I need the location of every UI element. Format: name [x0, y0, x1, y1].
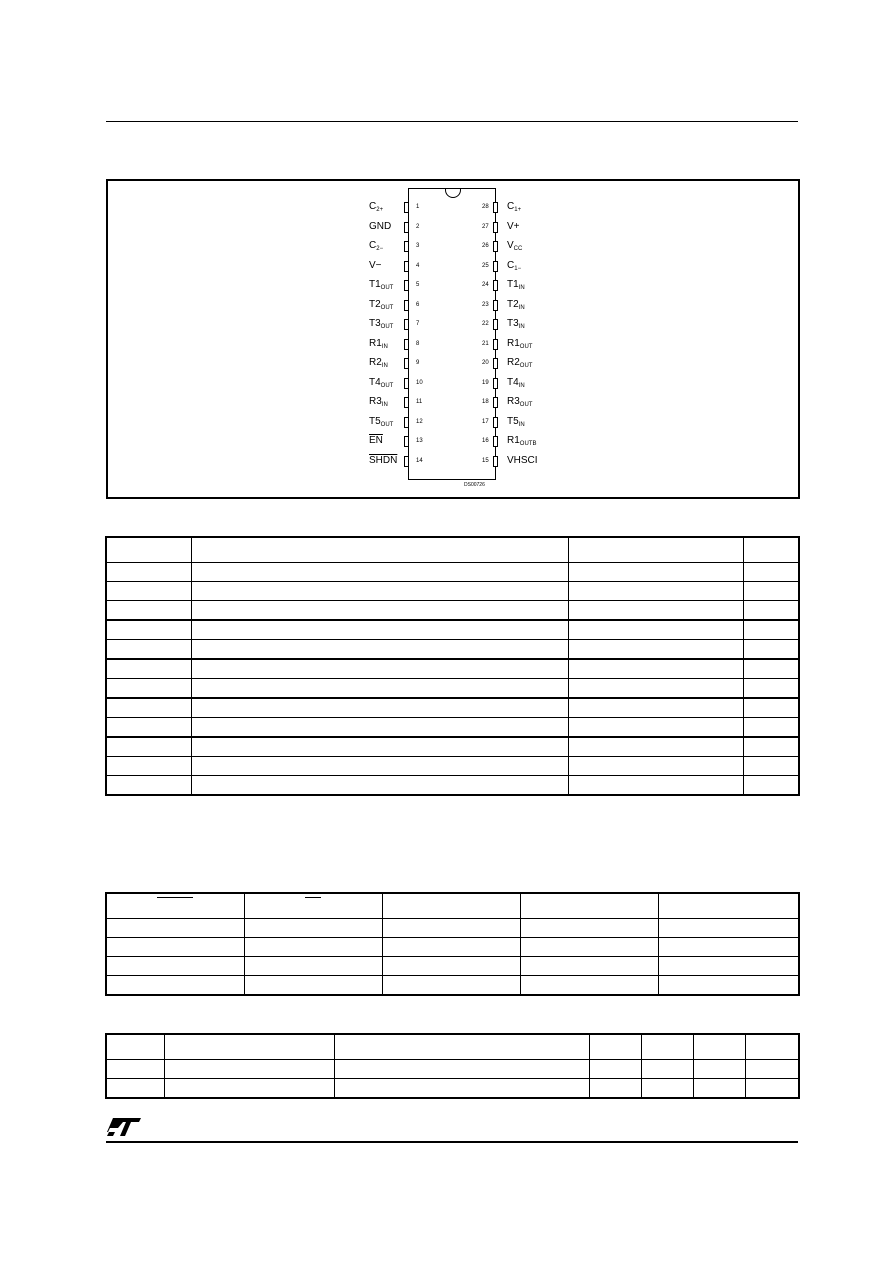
pin-number: 15 [482, 457, 489, 464]
pin-name-base: T4 [507, 376, 519, 388]
pin-number: 7 [416, 321, 420, 327]
pin-name-base: $\overline{EN}$ [369, 435, 383, 446]
pin-name [369, 259, 382, 273]
pin-name [369, 434, 383, 448]
pin-name [369, 200, 383, 217]
pin-name-base: T2 [369, 298, 381, 310]
pin-name [507, 434, 536, 451]
pin-name-subscript: OUT [380, 304, 394, 311]
pin-number: 6 [416, 301, 420, 308]
pin-lead [493, 378, 498, 389]
pin-number: 19 [482, 379, 489, 386]
pin-number: 26 [482, 243, 489, 249]
pin-lead [404, 339, 409, 350]
pin-name [369, 454, 397, 468]
pin-number: 12 [416, 418, 423, 425]
table-row [107, 1079, 799, 1098]
table-row [107, 737, 799, 757]
pin-number: 9 [416, 360, 420, 366]
pin-name-base: R1 [507, 435, 520, 446]
pin-number: 16 [482, 438, 489, 444]
table-row [107, 640, 799, 660]
pin-name-subscript: IN [518, 421, 525, 428]
pin-name [369, 239, 383, 256]
pin-lead [404, 300, 409, 311]
pin-lead [493, 202, 498, 213]
pin-name [369, 278, 393, 295]
pin-name [507, 376, 525, 393]
package-notch [445, 182, 461, 198]
pin-lead [493, 222, 498, 233]
header-rule [106, 121, 798, 122]
footer-rule [106, 1141, 798, 1143]
pin-number: 4 [416, 262, 420, 269]
pin-number: 13 [416, 438, 423, 444]
table-row [107, 698, 799, 718]
pin-number: 28 [482, 204, 489, 210]
pin-lead [404, 241, 409, 252]
pin-lead [404, 436, 409, 447]
st-logo [107, 1116, 143, 1138]
pin-name [369, 415, 393, 432]
table-row [107, 582, 799, 601]
pin-lead [404, 202, 409, 213]
pin-name [507, 200, 521, 217]
pin-lead [493, 261, 498, 272]
pin-name-base: T2 [507, 298, 519, 310]
pin-name-subscript: OUT [519, 363, 533, 369]
pin-name [507, 395, 532, 412]
pin-name-base: C [369, 201, 377, 212]
pin-name-subscript: 1− [514, 265, 522, 272]
pin-name-base: V+ [507, 220, 520, 232]
pin-lead [404, 261, 409, 272]
pin-name-subscript: IN [518, 304, 525, 311]
pin-number: 20 [482, 360, 489, 366]
pin-name-base: C [507, 259, 515, 271]
pin-lead [493, 339, 498, 350]
pin-number: 5 [416, 282, 420, 288]
table-row [107, 659, 799, 679]
pin-number: 24 [482, 282, 489, 288]
pin-number: 2 [416, 223, 420, 230]
pin-name [369, 317, 393, 334]
pin-name-subscript: CC [513, 246, 523, 252]
pin-name-subscript: IN [381, 363, 388, 369]
pin-lead [404, 358, 409, 369]
pin-configuration-diagram [106, 179, 800, 499]
pin-name-base: R1 [369, 337, 382, 349]
pin-lead [493, 436, 498, 447]
pin-name [507, 259, 521, 276]
pin-name-base: R1 [507, 337, 520, 349]
overline-mark [157, 897, 193, 898]
pin-name [369, 337, 388, 354]
pin-number: 18 [482, 399, 489, 405]
pin-number: 10 [416, 379, 423, 386]
pin-name-subscript: OUT [380, 382, 394, 389]
pin-name-subscript: 1+ [514, 207, 522, 213]
pin-number: 14 [416, 457, 423, 464]
table-header-row [107, 538, 799, 563]
pin-name-base: T3 [507, 318, 519, 329]
pin-name [369, 395, 388, 412]
pin-name-subscript: IN [518, 285, 525, 291]
pin-name-base: T4 [369, 376, 381, 388]
table-row [107, 776, 799, 795]
pin-name [507, 415, 525, 432]
pin-name-base: GND [369, 220, 392, 232]
table-row [107, 957, 799, 976]
table-row [107, 757, 799, 776]
table-row [107, 976, 799, 995]
pin-number: 1 [416, 204, 420, 210]
pin-number: 27 [482, 223, 489, 230]
pin-lead [493, 241, 498, 252]
pin-lead [493, 417, 498, 428]
pin-name-subscript: IN [381, 402, 388, 408]
pin-number: 8 [416, 340, 420, 347]
pin-name [507, 278, 525, 295]
table-row [107, 679, 799, 699]
overline-mark [305, 897, 321, 898]
pin-lead [404, 222, 409, 233]
pin-lead [493, 280, 498, 291]
pin-name [507, 356, 532, 373]
pin-name-base: VHSCI [507, 454, 538, 466]
pin-number: 23 [482, 301, 489, 308]
pin-number: 22 [482, 321, 489, 327]
pin-name [507, 220, 520, 234]
pin-lead [493, 358, 498, 369]
table-row [107, 938, 799, 957]
pin-name-base: R2 [507, 357, 520, 368]
pin-number: 11 [416, 399, 423, 405]
pin-name-subscript: OUT [519, 343, 533, 350]
pin-lead [493, 300, 498, 311]
pin-lead [404, 456, 409, 467]
table-row [107, 718, 799, 738]
diagram-code: DS00726 [464, 482, 485, 488]
pin-number: 17 [482, 418, 489, 425]
pin-name-subscript: OUT [380, 285, 394, 291]
pin-name-base: T1 [369, 279, 381, 290]
pin-lead [493, 319, 498, 330]
pin-lead [404, 378, 409, 389]
pin-name-base: C [507, 201, 515, 212]
pin-lead [493, 397, 498, 408]
pin-name-base: SHDN [369, 454, 398, 466]
pin-name [369, 376, 393, 393]
pin-name-base: R3 [507, 396, 520, 407]
pin-name-subscript: IN [518, 324, 525, 330]
pin-name [369, 298, 393, 315]
pin-name-base: V [507, 240, 514, 251]
pin-lead [404, 319, 409, 330]
pin-name-base: T1 [507, 279, 519, 290]
pin-name [507, 298, 525, 315]
pin-name-base: C [369, 240, 377, 251]
table-header-row [107, 1035, 799, 1060]
pin-lead [404, 280, 409, 291]
pin-lead [493, 456, 498, 467]
characteristics-table [106, 1034, 799, 1098]
pin-name-base: R3 [369, 396, 382, 407]
pin-name-base: T5 [507, 415, 519, 427]
table-row [107, 601, 799, 621]
pin-number: 3 [416, 243, 420, 249]
pin-name [369, 356, 388, 373]
pin-name-base: T3 [369, 318, 381, 329]
pin-name [507, 317, 525, 334]
table-row [107, 1060, 799, 1079]
pin-name-base: V− [369, 259, 382, 271]
pin-name-subscript: IN [518, 382, 525, 389]
pin-name-subscript: OUTB [519, 441, 537, 447]
pin-lead [404, 397, 409, 408]
pin-name [369, 220, 391, 234]
table-header-row [107, 894, 799, 919]
pin-description-table [106, 537, 799, 795]
pin-name-subscript: 2− [376, 246, 384, 252]
pin-name-subscript: 2+ [376, 207, 384, 213]
pin-number: 25 [482, 262, 489, 269]
table-row [107, 919, 799, 938]
pin-number: 21 [482, 340, 489, 347]
pin-name-subscript: OUT [380, 421, 394, 428]
pin-name-subscript: IN [381, 343, 388, 350]
truth-table [106, 893, 799, 995]
pin-name-subscript: OUT [519, 402, 533, 408]
pin-name-subscript: OUT [380, 324, 394, 330]
st-logo-shape [107, 1118, 141, 1136]
pin-name [507, 337, 532, 354]
pin-name-base: R2 [369, 357, 382, 368]
pin-name-base: T5 [369, 415, 381, 427]
pin-name [507, 239, 522, 256]
table-row [107, 620, 799, 640]
table-row [107, 563, 799, 582]
pin-lead [404, 417, 409, 428]
pin-name [507, 454, 538, 468]
